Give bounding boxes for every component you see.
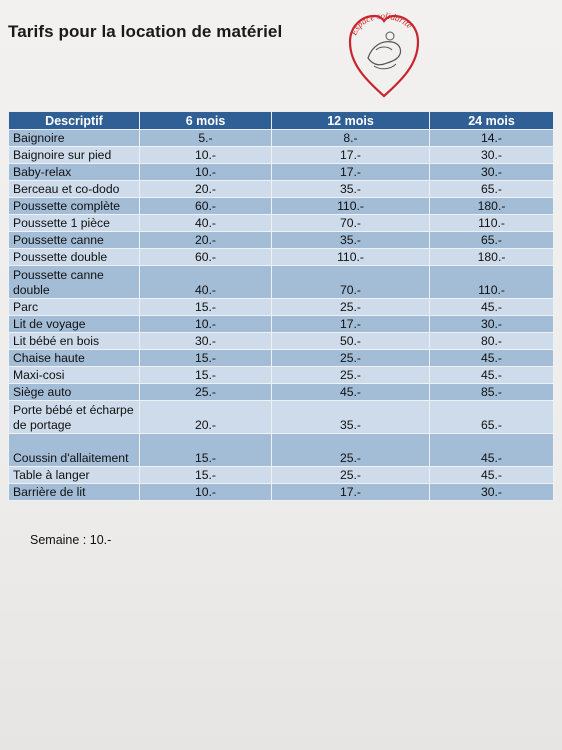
price-cell: 45.- — [430, 367, 554, 384]
price-cell: 15.- — [140, 299, 272, 316]
price-cell: 20.- — [140, 401, 272, 434]
price-cell: 40.- — [140, 266, 272, 299]
price-cell: 15.- — [140, 467, 272, 484]
price-cell: 30.- — [430, 484, 554, 501]
logo-lettering — [348, 11, 415, 38]
price-cell: 10.- — [140, 164, 272, 181]
price-cell: 35.- — [272, 232, 430, 249]
table-row — [9, 198, 554, 215]
table-row — [9, 384, 554, 401]
price-cell: 25.- — [272, 434, 430, 467]
price-cell: 14.- — [430, 130, 554, 147]
price-cell: 20.- — [140, 232, 272, 249]
item-name-cell: Poussette double — [9, 249, 140, 266]
price-cell: 10.- — [140, 316, 272, 333]
price-cell: 30.- — [430, 147, 554, 164]
price-cell: 30.- — [430, 316, 554, 333]
heart-hands-logo — [346, 6, 422, 102]
table-row — [9, 232, 554, 249]
price-cell: 15.- — [140, 434, 272, 467]
price-cell: 40.- — [140, 215, 272, 232]
price-cell: 110.- — [272, 198, 430, 215]
price-cell: 45.- — [430, 299, 554, 316]
item-name-cell: Table à langer — [9, 467, 140, 484]
price-cell: 15.- — [140, 350, 272, 367]
price-cell: 25.- — [272, 367, 430, 384]
price-cell: 25.- — [272, 467, 430, 484]
table-row — [9, 467, 554, 484]
price-cell: 17.- — [272, 484, 430, 501]
table-row — [9, 333, 554, 350]
table-row — [9, 164, 554, 181]
table-row — [9, 316, 554, 333]
weekly-rate-note: Semaine : 10.- — [30, 533, 112, 547]
table-row — [9, 401, 554, 434]
price-cell: 17.- — [272, 147, 430, 164]
price-cell: 65.- — [430, 181, 554, 198]
price-cell: 80.- — [430, 333, 554, 350]
price-cell: 5.- — [140, 130, 272, 147]
price-cell: 45.- — [430, 467, 554, 484]
item-name-cell: Poussette complète — [9, 198, 140, 215]
header-6-mois: 6 mois — [140, 112, 272, 130]
price-cell: 10.- — [140, 484, 272, 501]
item-name-cell: Berceau et co-dodo — [9, 181, 140, 198]
price-cell: 70.- — [272, 215, 430, 232]
price-cell: 180.- — [430, 249, 554, 266]
item-name-cell: Maxi-cosi — [9, 367, 140, 384]
price-cell: 65.- — [430, 232, 554, 249]
item-name-cell: Poussette 1 pièce — [9, 215, 140, 232]
table-row — [9, 249, 554, 266]
table-row — [9, 215, 554, 232]
table-row — [9, 484, 554, 501]
price-cell: 30.- — [140, 333, 272, 350]
price-cell: 50.- — [272, 333, 430, 350]
item-name-cell: Barrière de lit — [9, 484, 140, 501]
table-header-row — [9, 112, 554, 130]
price-cell: 180.- — [430, 198, 554, 215]
item-name-cell: Parc — [9, 299, 140, 316]
table-row — [9, 434, 554, 467]
item-name-cell: Porte bébé et écharpe de portage — [9, 401, 140, 434]
item-name-cell: Lit de voyage — [9, 316, 140, 333]
price-cell: 17.- — [272, 316, 430, 333]
price-cell: 25.- — [272, 299, 430, 316]
price-cell: 110.- — [430, 266, 554, 299]
table-row — [9, 266, 554, 299]
price-cell: 20.- — [140, 181, 272, 198]
price-cell: 8.- — [272, 130, 430, 147]
table-row — [9, 299, 554, 316]
page-title: Tarifs pour la location de matériel — [8, 22, 283, 41]
price-cell: 60.- — [140, 249, 272, 266]
item-name-cell: Lit bébé en bois — [9, 333, 140, 350]
price-cell: 110.- — [272, 249, 430, 266]
price-cell: 110.- — [430, 215, 554, 232]
table-row — [9, 147, 554, 164]
price-cell: 10.- — [140, 147, 272, 164]
item-name-cell: Siège auto — [9, 384, 140, 401]
price-cell: 35.- — [272, 401, 430, 434]
price-cell: 45.- — [272, 384, 430, 401]
price-cell: 15.- — [140, 367, 272, 384]
price-cell: 45.- — [430, 350, 554, 367]
price-cell: 25.- — [140, 384, 272, 401]
header-descriptif: Descriptif — [9, 112, 140, 130]
item-name-cell: Coussin d'allaitement — [9, 434, 140, 467]
price-cell: 30.- — [430, 164, 554, 181]
price-cell: 60.- — [140, 198, 272, 215]
price-cell: 70.- — [272, 266, 430, 299]
item-name-cell: Chaise haute — [9, 350, 140, 367]
price-table — [8, 111, 554, 501]
price-cell: 85.- — [430, 384, 554, 401]
price-cell: 35.- — [272, 181, 430, 198]
item-name-cell: Poussette canne — [9, 232, 140, 249]
table-row — [9, 130, 554, 147]
price-cell: 17.- — [272, 164, 430, 181]
price-cell: 65.- — [430, 401, 554, 434]
item-name-cell: Baignoire — [9, 130, 140, 147]
item-name-cell: Poussette canne double — [9, 266, 140, 299]
svg-text:Espace solidarité: Espace solidarité — [348, 10, 415, 37]
table-row — [9, 350, 554, 367]
table-row — [9, 367, 554, 384]
price-cell: 45.- — [430, 434, 554, 467]
item-name-cell: Baby-relax — [9, 164, 140, 181]
header-24-mois: 24 mois — [430, 112, 554, 130]
header-12-mois: 12 mois — [272, 112, 430, 130]
table-row — [9, 181, 554, 198]
price-cell: 25.- — [272, 350, 430, 367]
item-name-cell: Baignoire sur pied — [9, 147, 140, 164]
